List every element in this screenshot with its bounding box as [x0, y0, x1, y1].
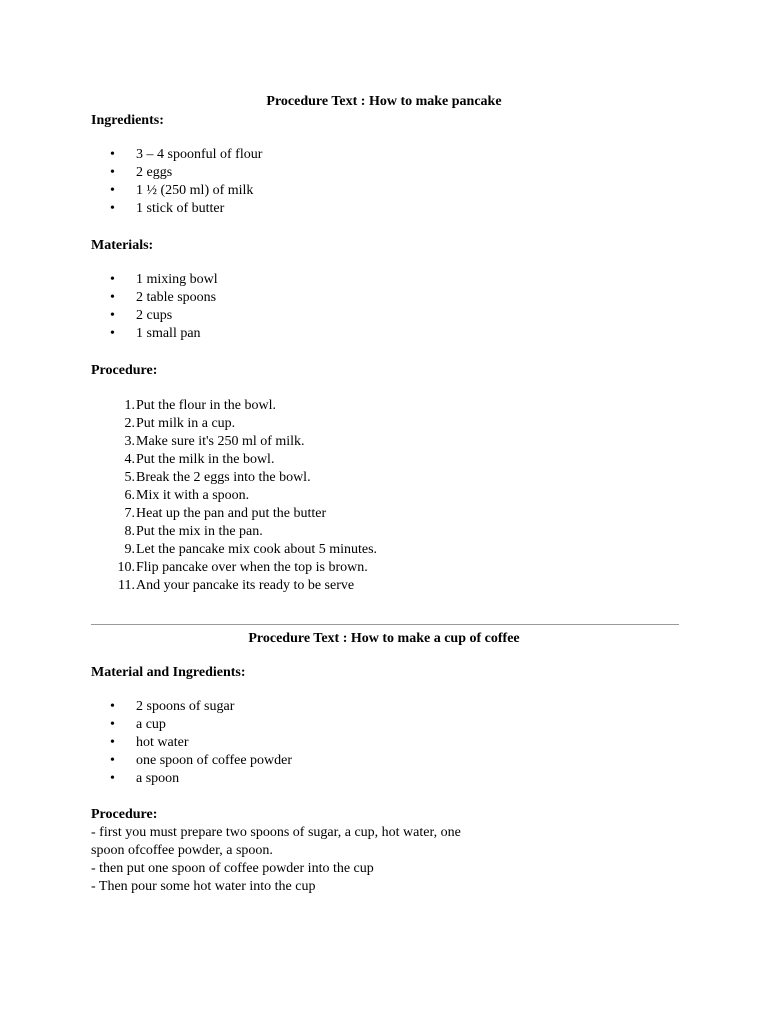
bullet-icon: • [110, 326, 115, 341]
pancake-materials-heading: Materials: [91, 238, 154, 253]
pancake-procedure-heading: Procedure: [91, 363, 158, 378]
document-page: Procedure Text : How to make pancake Ingredients: • 3 – 4 spoonful of flour • 2 eggs • 1 ½ (250 ml) of milk • 1 stick of butter Materials: • 1 mixing bowl • 2 table spoons • 2 cups • 1 small pan Procedure: 1. Put the flour in the bowl. 2. Put milk in a cup. 3. Make sure it's 250 ml of milk. 4. Put the milk in the bowl. 5. Break the 2 eggs into the bowl. 6. Mix it with a spoon. 7. Heat up the pan and put the butter 8. Put the mix in the pan. 9. Let the pancake mix cook about 5 minutes. 10. Flip pancake over when the top is brown. 11. And your pancake its ready to be serve Procedure Text : How to make a cup of coffee Material and Ingredients: • 2 spoons of sugar • a cup • hot water • one spoon of coffee powder • a spoon Procedure: - first you must prepare two spoons of sugar, a cup, hot water, one spoon ofcoffee powder, a spoon. - then put one spoon of coffee powder into the cup - Then pour some hot water into the cup [0, 0, 768, 1024]
procedure-line: spoon ofcoffee powder, a spoon. [91, 843, 273, 858]
bullet-icon: • [110, 771, 115, 786]
bullet-icon: • [110, 165, 115, 180]
bullet-icon: • [110, 753, 115, 768]
bullet-icon: • [110, 272, 115, 287]
section-divider [91, 624, 679, 625]
bullet-icon: • [110, 183, 115, 198]
procedure-line: - Then pour some hot water into the cup [91, 879, 316, 894]
bullet-icon: • [110, 735, 115, 750]
procedure-line: - then put one spoon of coffee powder into the cup [91, 861, 374, 876]
coffee-procedure-heading: Procedure: [91, 807, 158, 822]
pancake-title: Procedure Text : How to make pancake [266, 94, 502, 109]
bullet-icon: • [110, 717, 115, 732]
bullet-icon: • [110, 201, 115, 216]
coffee-procedure-text [91, 824, 511, 896]
bullet-icon: • [110, 308, 115, 323]
coffee-materials-heading: Material and Ingredients: [91, 665, 246, 680]
bullet-icon: • [110, 147, 115, 162]
coffee-title: Procedure Text : How to make a cup of coffee [248, 631, 520, 646]
procedure-line: - first you must prepare two spoons of sugar, a cup, hot water, one [91, 825, 461, 840]
pancake-ingredients-heading: Ingredients: [91, 113, 164, 128]
bullet-icon: • [110, 290, 115, 305]
bullet-icon: • [110, 699, 115, 714]
